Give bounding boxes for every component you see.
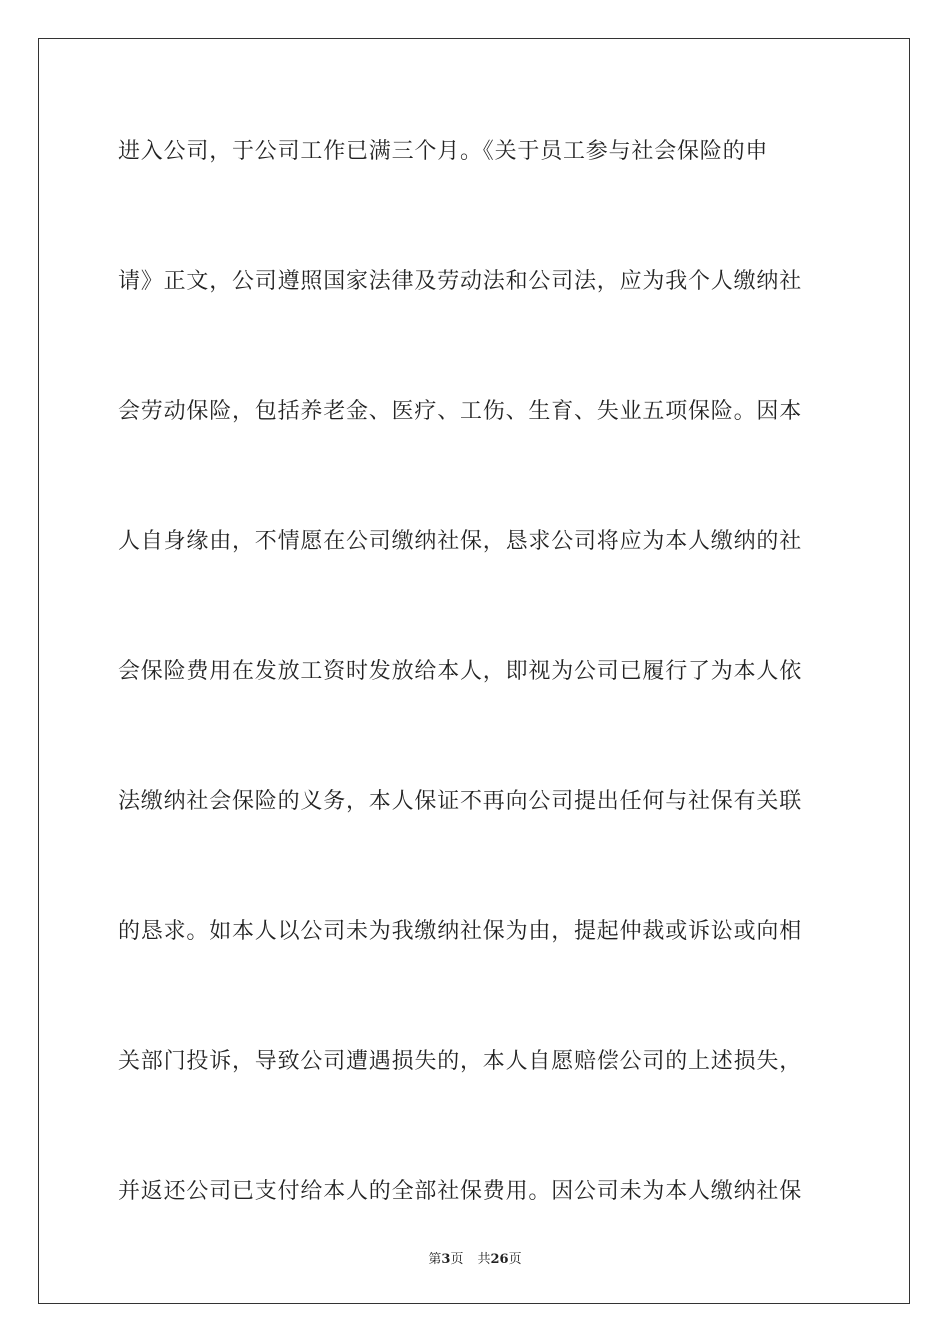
body-line: 会劳动保险，包括养老金、医疗、工伤、生育、失业五项保险。因本 [118, 399, 803, 424]
body-line: 的恳求。如本人以公司未为我缴纳社保为由，提起仲裁或诉讼或向相 [118, 919, 803, 944]
page-prefix: 第 [428, 1252, 442, 1267]
body-line: 并返还公司已支付给本人的全部社保费用。因公司未为本人缴纳社保 [118, 1179, 803, 1204]
page-total [477, 1252, 521, 1267]
page-total-count: 26 [490, 1252, 509, 1267]
page-number [428, 1252, 463, 1267]
body-line: 进入公司，于公司工作已满三个月。《关于员工参与社会保险的申 [118, 139, 769, 164]
body-line: 会保险费用在发放工资时发放给本人，即视为公司已履行了为本人依 [118, 659, 803, 684]
page-footer [0, 1248, 950, 1267]
page-suffix: 页 [450, 1252, 464, 1267]
body-line: 请》正文，公司遵照国家法律及劳动法和公司法，应为我个人缴纳社 [118, 269, 803, 294]
body-line: 关部门投诉，导致公司遭遇损失的，本人自愿赔偿公司的上述损失， [118, 1049, 803, 1074]
total-suffix: 页 [508, 1252, 522, 1267]
body-line: 法缴纳社会保险的义务，本人保证不再向公司提出任何与社保有关联 [118, 789, 803, 814]
total-prefix: 共 [477, 1252, 491, 1267]
page-current: 3 [441, 1252, 451, 1267]
document-body [118, 126, 832, 1217]
body-line: 人自身缘由，不情愿在公司缴纳社保，恳求公司将应为本人缴纳的社 [118, 529, 803, 554]
